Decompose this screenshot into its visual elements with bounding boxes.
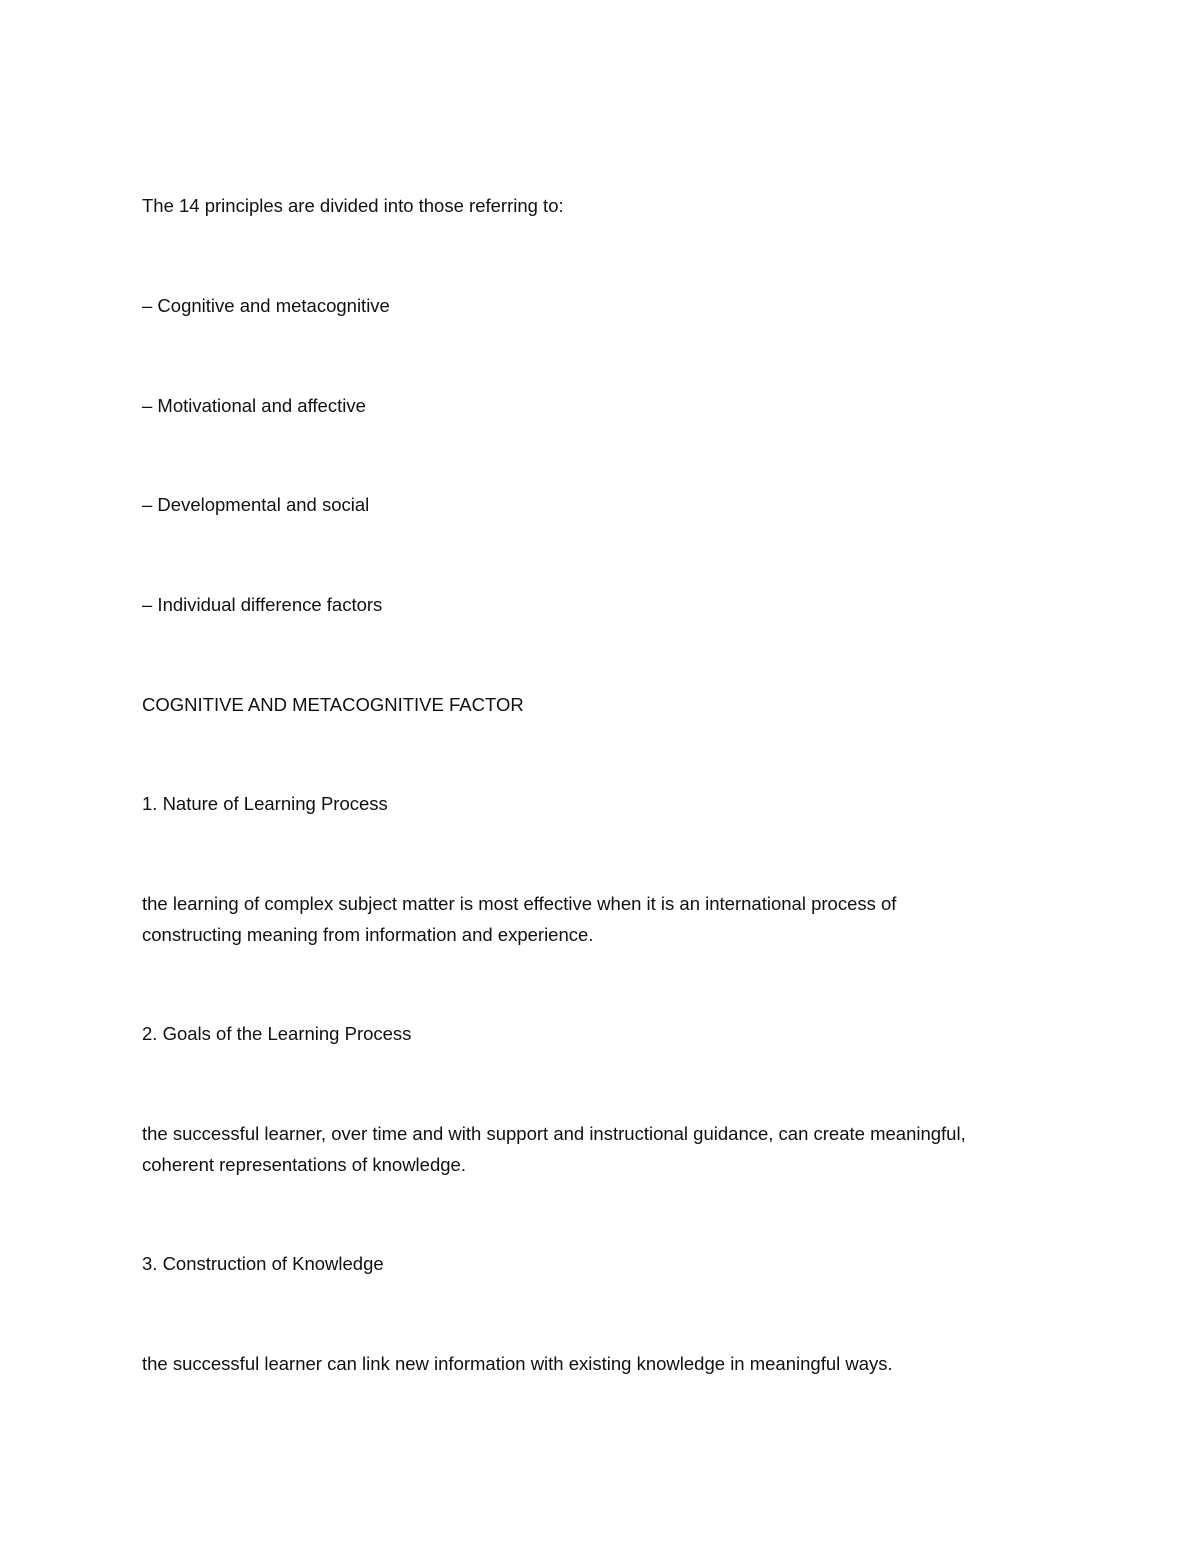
intro-text: The 14 principles are divided into those referring to: xyxy=(142,195,564,216)
section-heading: COGNITIVE AND METACOGNITIVE FACTOR xyxy=(142,694,524,715)
principle-3-description xyxy=(142,1349,1042,1380)
principle-3-title: 3. Construction of Knowledge xyxy=(142,1253,384,1274)
principle-1-title: 1. Nature of Learning Process xyxy=(142,793,388,814)
category-individual: – Individual difference factors xyxy=(142,594,383,615)
category-cognitive: – Cognitive and metacognitive xyxy=(142,295,390,316)
principle-1-description xyxy=(142,889,1042,950)
category-motivational: – Motivational and affective xyxy=(142,395,366,416)
principle-2-description-line-1: the successful learner, over time and with support and instructional guidance, can create meaningful, xyxy=(142,1123,966,1144)
principle-1-description-line-2: constructing meaning from information and experience. xyxy=(142,923,594,945)
principle-3-description-line-1: the successful learner can link new information with existing knowledge in meaningful ways. xyxy=(142,1353,893,1374)
principle-2-title: 2. Goals of the Learning Process xyxy=(142,1023,412,1044)
category-developmental: – Developmental and social xyxy=(142,494,370,515)
principle-2-description xyxy=(142,1119,1042,1180)
principle-1-description-line-1: the learning of complex subject matter is most effective when it is an international process of xyxy=(142,893,897,914)
principle-2-description-line-2: coherent representations of knowledge. xyxy=(142,1153,466,1175)
